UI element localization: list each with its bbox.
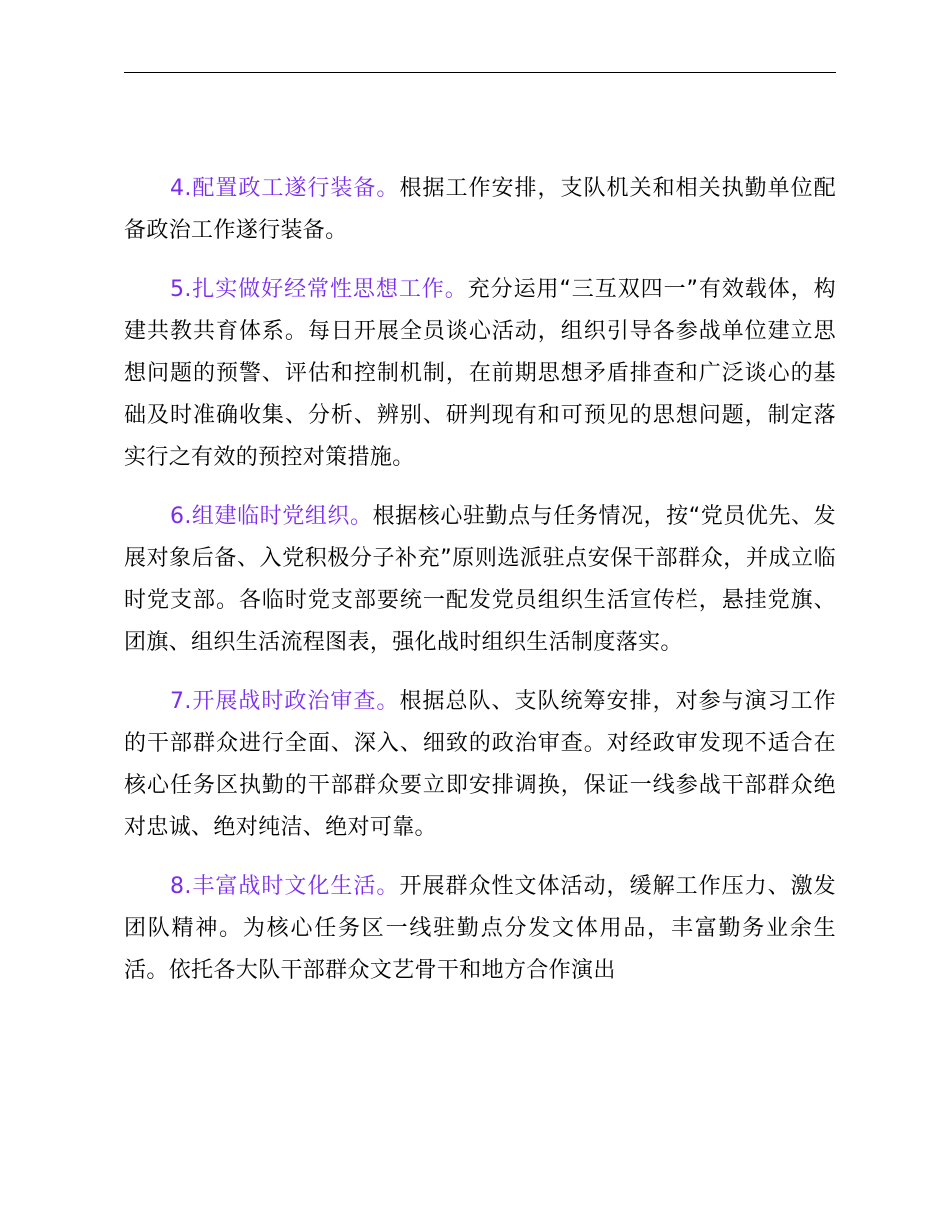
paragraph-heading: 5.扎实做好经常性思想工作。 bbox=[170, 277, 468, 302]
paragraph-body: 开展群众性文体活动，缓解工作压力、激发团队精神。为核心任务区一线驻勤点分发文体用品，丰富勤务业余生活。依托各大队干部群众文艺骨干和地方合作演出 bbox=[124, 874, 836, 983]
paragraph-item-6 bbox=[124, 496, 836, 664]
paragraph-heading: 6.组建临时党组织。 bbox=[170, 504, 373, 529]
paragraph-heading: 4.配置政工遂行装备。 bbox=[170, 176, 400, 201]
paragraph-item-4 bbox=[124, 168, 836, 252]
paragraph-heading: 7.开展战时政治审查。 bbox=[170, 689, 400, 714]
paragraph-item-8 bbox=[124, 866, 836, 992]
header-rule bbox=[124, 72, 836, 73]
paragraph-body: 根据核心驻勤点与任务情况，按“党员优先、发展对象后备、入党积极分子补充”原则选派驻点安保干部群众，并成立临时党支部。各临时党支部要统一配发党员组织生活宣传栏，悬挂党旗、团旗、组织生活流程图表，强化战时组织生活制度落实。 bbox=[124, 504, 836, 655]
paragraph-body: 充分运用“三互双四一”有效载体，构建共教共育体系。每日开展全员谈心活动，组织引导各参战单位建立思想问题的预警、评估和控制机制，在前期思想矛盾排查和广泛谈心的基础及时准确收集、分析、辨别、研判现有和可预见的思想问题，制定落实行之有效的预控对策措施。 bbox=[124, 277, 836, 470]
paragraph-heading: 8.丰富战时文化生活。 bbox=[170, 874, 400, 899]
paragraph-body: 根据总队、支队统筹安排，对参与演习工作的干部群众进行全面、深入、细致的政治审查。对经政审发现不适合在核心任务区执勤的干部群众要立即安排调换，保证一线参战干部群众绝对忠诚、绝对纯洁、绝对可靠。 bbox=[124, 689, 836, 840]
paragraph-item-7 bbox=[124, 681, 836, 849]
document-body bbox=[124, 168, 836, 1009]
paragraph-item-5 bbox=[124, 269, 836, 479]
paragraph-body: 根据工作安排，支队机关和相关执勤单位配备政治工作遂行装备。 bbox=[124, 176, 836, 243]
